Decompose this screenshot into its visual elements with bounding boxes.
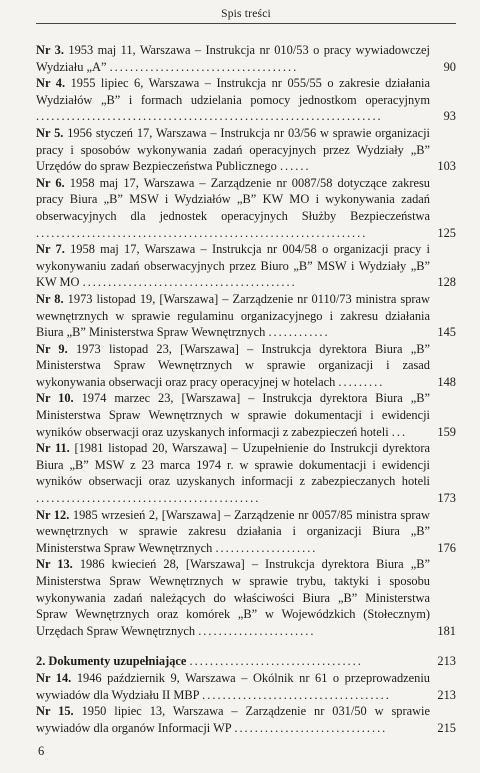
entry-title: 1958 maj 17, Warszawa – Instrukcja nr 004/58 o organizacji pracy i wykonywaniu zadań obserwacyjnych przez Biuro „B” MSW i Wydziały „B” KW MO bbox=[36, 242, 430, 290]
dot-leader: ....................... bbox=[198, 623, 316, 638]
entry-text bbox=[36, 291, 430, 341]
toc-entry bbox=[36, 507, 456, 557]
section-text bbox=[36, 653, 430, 670]
running-header: Spis treści bbox=[36, 8, 456, 24]
entry-text bbox=[36, 556, 430, 639]
entry-text bbox=[36, 175, 430, 241]
entry-title: 1953 maj 11, Warszawa – Instrukcja nr 010/53 o pracy wywiadowczej Wydziału „A” bbox=[36, 43, 430, 74]
entry-text bbox=[36, 341, 430, 391]
entry-title: 1974 marzec 23, [Warszawa] – Instrukcja dyrektora Biura „B” Ministerstwa Spraw Wewnętrznych w sprawie dokumentacji i ewidencji wyników obserwacji oraz uzyskanych informacji z zabezpieczeń hoteli bbox=[36, 391, 431, 439]
dot-leader: .................................................................... bbox=[36, 109, 383, 124]
entry-number: Nr 15. bbox=[36, 704, 74, 719]
toc-entry bbox=[36, 670, 456, 703]
entry-text bbox=[36, 42, 430, 75]
dot-leader: .................... bbox=[215, 540, 318, 555]
toc-entry bbox=[36, 556, 456, 639]
entry-title: 1946 październik 9, Warszawa – Okólnik nr 61 o przeprowadzeniu wywiadów dla Wydziału II MBP bbox=[36, 670, 430, 702]
toc-entry bbox=[36, 175, 456, 241]
page-ref: 145 bbox=[437, 325, 456, 340]
toc-entry bbox=[36, 241, 456, 291]
page-ref: 148 bbox=[437, 374, 456, 389]
toc-entry bbox=[36, 390, 456, 440]
dot-leader: ... bbox=[391, 424, 408, 439]
section-gap bbox=[36, 639, 456, 653]
entry-number: Nr 5. bbox=[36, 125, 64, 140]
page-ref: 173 bbox=[437, 491, 456, 506]
page-ref: 125 bbox=[437, 225, 456, 240]
section-title: 2. Dokumenty uzupełniające bbox=[36, 654, 187, 669]
entry-number: Nr 4. bbox=[36, 76, 66, 91]
dot-leader: .................................. bbox=[189, 654, 363, 669]
dot-leader: ............ bbox=[268, 325, 330, 340]
entry-number: Nr 10. bbox=[36, 391, 74, 406]
toc-entry bbox=[36, 42, 456, 75]
page-ref: 128 bbox=[437, 275, 456, 290]
dot-leader: ..................................... bbox=[202, 687, 391, 702]
dot-leader: .............................. bbox=[234, 720, 388, 735]
entry-text bbox=[36, 670, 430, 703]
dot-leader: ......... bbox=[338, 374, 385, 389]
entry-number: Nr 14. bbox=[36, 670, 72, 685]
entry-title: 1986 kwiecień 28, [Warszawa] – Instrukcja dyrektora Biura „B” Ministerstwa Spraw Wewnętrznych w sprawie trybu, taktyki i sposobu wykonywania zadań należących do właściwości Biura „B” Ministerstwa Spraw Wewnętrznych oraz komórek „B” w Wojewódzkich (Stołecznym) Urzędach Spraw Wewnętrznych bbox=[36, 557, 430, 638]
table-of-contents bbox=[36, 42, 456, 736]
entry-number: Nr 8. bbox=[36, 291, 64, 306]
entry-title: 1973 listopad 19, [Warszawa] – Zarządzenie nr 0110/73 ministra spraw wewnętrznych w sprawie regulaminu organizacyjnego i zakresu działania Biura „B” Ministerstwa Spraw Wewnętrznych bbox=[36, 291, 430, 340]
entry-text bbox=[36, 507, 430, 557]
dot-leader: .......................................... bbox=[82, 275, 297, 290]
dot-leader: ............................................ bbox=[36, 491, 261, 506]
page-ref: 176 bbox=[437, 540, 456, 555]
entry-text bbox=[36, 440, 430, 506]
entry-title: 1950 lipiec 13, Warszawa – Zarządzenie nr 031/50 w sprawie wywiadów dla organów Informacji WP bbox=[36, 704, 430, 735]
entry-title: 1955 lipiec 6, Warszawa – Instrukcja nr 055/55 o zakresie działania Wydziałów „B” i formach udzielania pomocy jednostkom operacyjnym bbox=[36, 76, 430, 107]
page-ref: 213 bbox=[437, 687, 456, 702]
entry-text bbox=[36, 125, 430, 175]
entry-text bbox=[36, 703, 430, 736]
entry-number: Nr 12. bbox=[36, 507, 70, 522]
entry-text bbox=[36, 390, 430, 440]
entry-title: 1985 wrzesień 2, [Warszawa] – Zarządzenie nr 0057/85 ministra spraw wewnętrznych w sprawie zakresu działania i organizacji Biura „B” Ministerstwa Spraw Wewnętrznych bbox=[36, 507, 430, 555]
toc-entry bbox=[36, 440, 456, 506]
page-ref: 181 bbox=[437, 623, 456, 638]
toc-entry bbox=[36, 75, 456, 125]
page-ref: 93 bbox=[443, 109, 456, 124]
toc-entry bbox=[36, 291, 456, 341]
entry-title: 1973 listopad 23, [Warszawa] – Instrukcja dyrektora Biura „B” Ministerstwa Spraw Wewnętrznych w sprawie organizacji i zasad wykonywania obserwacji oraz pracy operacyjnej w hotelach bbox=[36, 341, 430, 389]
toc-section-heading bbox=[36, 653, 456, 670]
dot-leader: ..................................... bbox=[109, 59, 299, 74]
page-ref: 103 bbox=[437, 159, 456, 174]
entry-number: Nr 7. bbox=[36, 242, 65, 257]
entry-number: Nr 3. bbox=[36, 43, 64, 57]
entry-title: 1956 styczeń 17, Warszawa – Instrukcja nr 03/56 w sprawie organizacji pracy i sposobów wykonywania zadań operacyjnych przez Wydziały „B” Urzędów do spraw Bezpieczeństwa Publicznego bbox=[36, 125, 430, 174]
entry-number: Nr 11. bbox=[36, 441, 70, 456]
page-ref: 213 bbox=[437, 654, 456, 669]
page-ref: 159 bbox=[437, 424, 456, 439]
entry-number: Nr 6. bbox=[36, 175, 65, 190]
page-number: 6 bbox=[38, 744, 45, 758]
toc-entry bbox=[36, 125, 456, 175]
entry-number: Nr 13. bbox=[36, 557, 73, 572]
page-ref: 90 bbox=[443, 59, 456, 74]
toc-entry bbox=[36, 703, 456, 736]
entry-number: Nr 9. bbox=[36, 341, 68, 356]
toc-entries-supplementary bbox=[36, 670, 456, 736]
dot-leader: ................................................................. bbox=[36, 225, 368, 240]
entry-text bbox=[36, 241, 430, 291]
page-ref: 215 bbox=[437, 720, 456, 735]
dot-leader: ...... bbox=[279, 159, 311, 174]
entry-title: 1958 maj 17, Warszawa – Zarządzenie nr 0087/58 dotyczące zakresu pracy Biura „B” MSW i Wydziałów „B” KW MO i wykonywania zadań obserwacyjnych dla jednostek operacyjnych Służby Bezpieczeństwa bbox=[36, 175, 431, 223]
entry-text bbox=[36, 75, 430, 125]
toc-entries bbox=[36, 42, 456, 639]
toc-entry bbox=[36, 341, 456, 391]
entry-title: [1981 listopad 20, Warszawa] – Uzupełnienie do Instrukcji dyrektora Biura „B” MSW z 23 marca 1974 r. w sprawie dokumentacji i ewidencji wyników obserwacji oraz uzyskanych informacji z zabezpieczanych hoteli bbox=[36, 441, 430, 489]
